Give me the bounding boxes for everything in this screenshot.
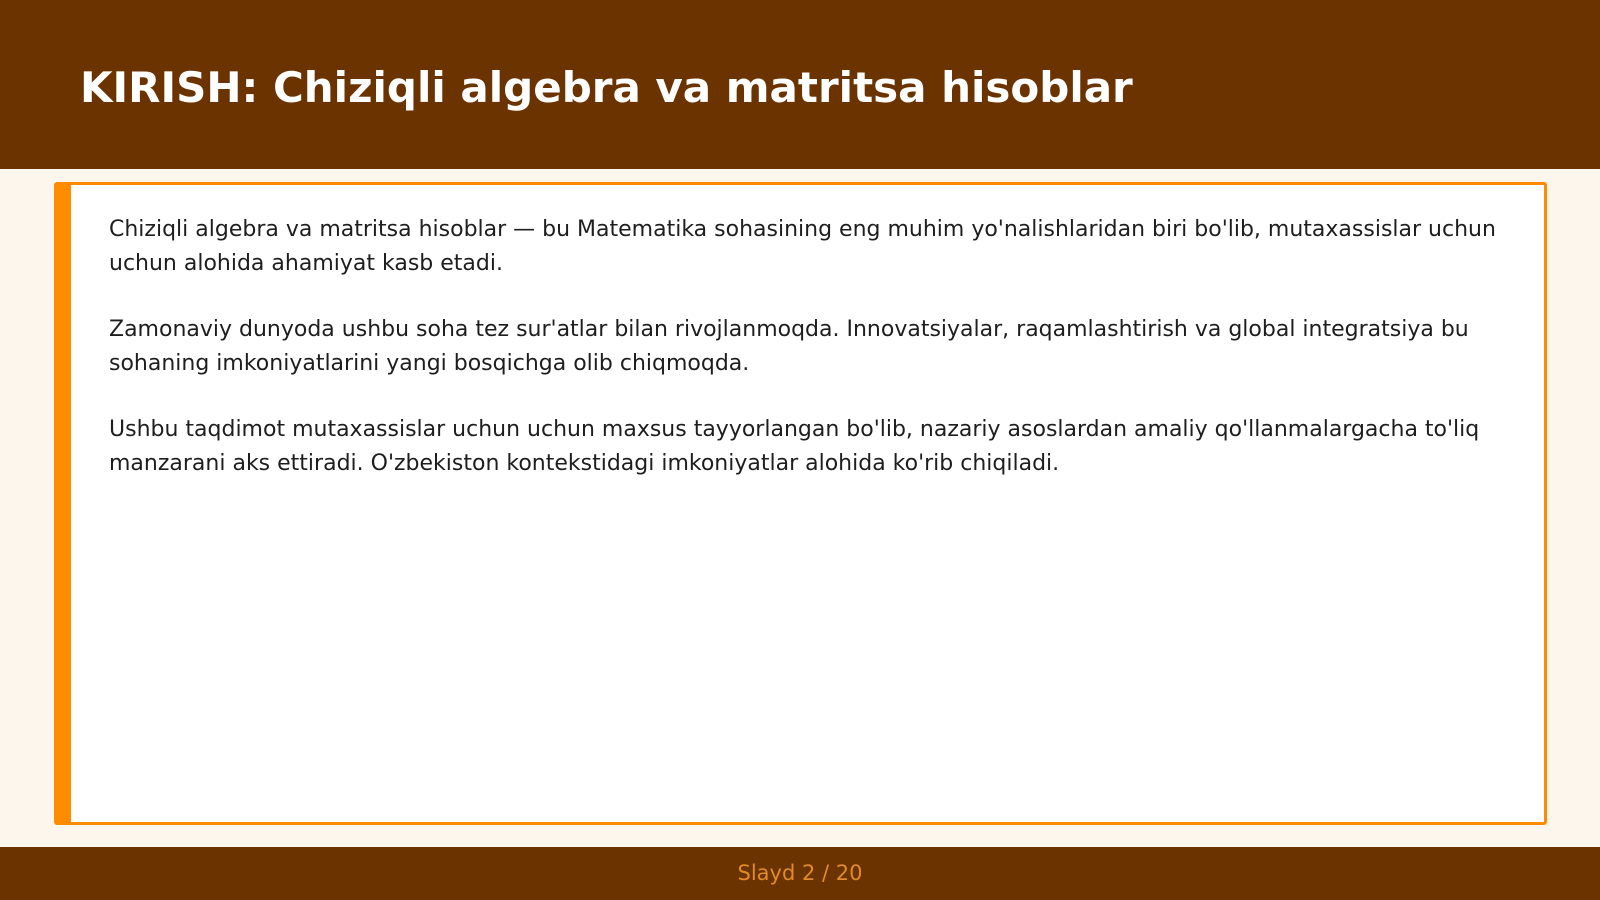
slide-title: KIRISH: Chiziqli algebra va matritsa hisoblar (80, 63, 1133, 112)
slide-number: Slayd 2 / 20 (737, 861, 863, 885)
content-box (54, 182, 1547, 825)
content-text (109, 213, 1509, 513)
paragraph-presentation-purpose: Ushbu taqdimot mutaxassislar uchun uchun maxsus tayyorlangan bo'lib, nazariy asoslardan amaliy qo'llanmalargacha to'liq manzarani aks ettiradi. O'zbekiston kontekstidagi imkoniyatlar alohida ko'rib chiqiladi. (109, 417, 1480, 476)
slide-footer (0, 847, 1600, 900)
slide-header (0, 0, 1600, 169)
paragraph-intro: Chiziqli algebra va matritsa hisoblar — bu Matematika sohasining eng muhim yo'nalishlaridan biri bo'lib, mutaxassislar uchun uchun alohida ahamiyat kasb etadi. (109, 217, 1496, 276)
paragraph-modern-world: Zamonaviy dunyoda ushbu soha tez sur'atlar bilan rivojlanmoqda. Innovatsiyalar, raqamlashtirish va global integratsiya bu sohaning imkoniyatlarini yangi bosqichga olib chiqmoqda. (109, 317, 1469, 376)
